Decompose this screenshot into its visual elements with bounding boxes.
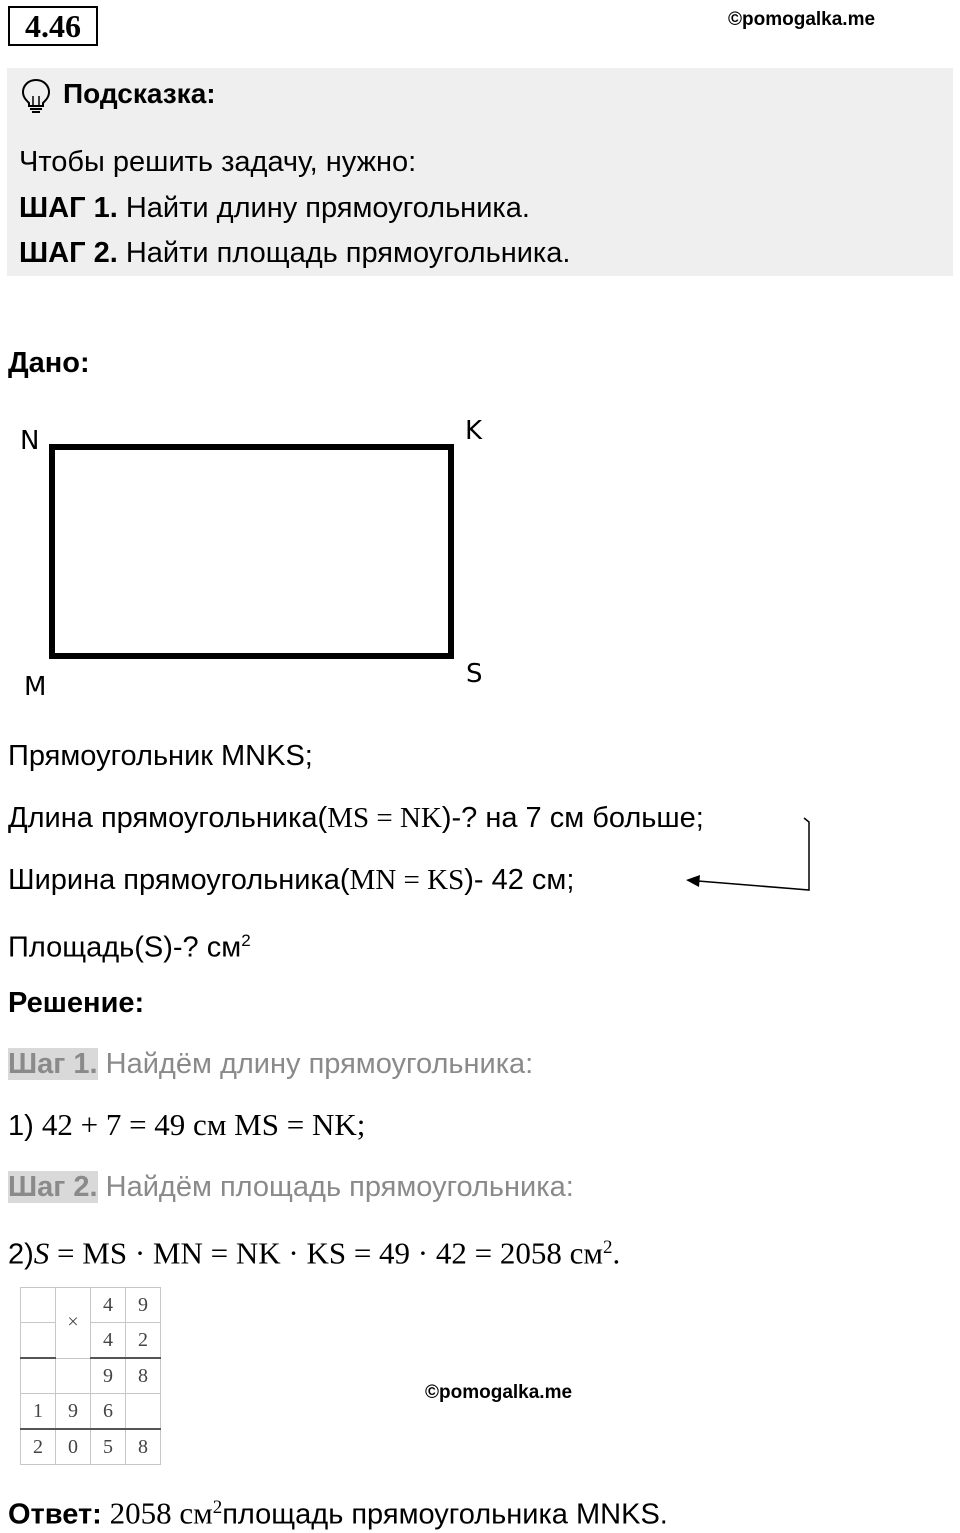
watermark-top: ©pomogalka.me [728, 9, 876, 30]
solution-calc-2 [8, 1230, 620, 1273]
hint-step-1 [19, 190, 530, 226]
given-line-3-post: )- 42 см; [464, 864, 575, 896]
bracket-arrow [680, 810, 820, 900]
solution-step-2-label: Шаг 2. [8, 1171, 98, 1203]
solution-calc-1-math: 42 + 7 = 49 см MS = NK; [41, 1107, 366, 1142]
vertex-n-label: N [20, 426, 40, 456]
watermark-middle: ©pomogalka.me [425, 1382, 573, 1403]
mult-cell: 9 [126, 1288, 161, 1323]
mult-cell [21, 1288, 56, 1323]
mult-cell: 8 [126, 1429, 161, 1465]
mult-cell [56, 1358, 91, 1394]
mult-cell: 6 [91, 1394, 126, 1430]
hint-intro: Чтобы решить задачу, нужно: [19, 146, 417, 178]
given-line-2-math: MS = NK [327, 802, 442, 834]
given-line-2-post: )-? на 7 см больше; [441, 802, 704, 834]
hint-title: Подсказка: [63, 78, 216, 109]
answer-label: Ответ: [8, 1498, 102, 1531]
solution-step-1 [8, 1046, 533, 1082]
mult-cell: 9 [91, 1358, 126, 1394]
solution-step-2 [8, 1169, 574, 1205]
mult-cell: 2 [21, 1429, 56, 1465]
vertex-m-label: M [24, 672, 47, 702]
mult-row [21, 1288, 161, 1323]
multiplication-table [20, 1287, 161, 1465]
mult-row [21, 1394, 161, 1430]
vertex-k-label: K [465, 416, 483, 446]
mult-cell: 0 [56, 1429, 91, 1465]
answer-text: площадь прямоугольника MNKS. [222, 1498, 668, 1531]
mult-cell [21, 1358, 56, 1394]
hint-step-2 [19, 235, 570, 271]
solution-calc-2-num: 2) [8, 1238, 34, 1271]
answer-sup: 2 [212, 1497, 223, 1518]
mult-cell: 5 [91, 1429, 126, 1465]
solution-step-1-label: Шаг 1. [8, 1048, 98, 1080]
mult-cell: 4 [91, 1323, 126, 1359]
mult-cell: 4 [91, 1288, 126, 1323]
mult-cell: 8 [126, 1358, 161, 1394]
given-line-4 [8, 923, 251, 966]
answer-line [8, 1490, 668, 1533]
given-line-1: Прямоугольник MNKS; [8, 740, 313, 772]
answer-math: 2058 см [101, 1495, 213, 1531]
hint-step-1-text: Найти длину прямоугольника. [117, 192, 530, 224]
rectangle-figure [0, 410, 520, 710]
mult-row [21, 1358, 161, 1394]
given-line-2-pre: Длина прямоугольника( [8, 802, 328, 834]
given-line-2 [8, 800, 704, 836]
solution-calc-2-var: S [33, 1235, 50, 1271]
mult-cell [126, 1394, 161, 1430]
given-line-4-pre: Площадь(S)-? см [8, 931, 242, 964]
hint-step-2-label: ШАГ 2. [19, 237, 118, 269]
solution-title: Решение: [8, 987, 145, 1019]
mult-cell: 2 [126, 1323, 161, 1359]
solution-calc-2-math: = MS · MN = NK · KS = 49 · 42 = 2058 см [49, 1235, 603, 1271]
hint-step-2-text: Найти площадь прямоугольника. [117, 237, 571, 269]
mult-row [21, 1323, 161, 1359]
solution-calc-1-num: 1) [8, 1110, 42, 1142]
mult-cell-sign: × [56, 1288, 91, 1359]
hint-step-1-label: ШАГ 1. [19, 192, 118, 224]
solution-calc-2-sup: 2 [602, 1237, 613, 1258]
mult-cell: 9 [56, 1394, 91, 1430]
solution-calc-1 [8, 1107, 365, 1144]
problem-number: 4.46 [8, 6, 98, 46]
given-line-4-sup: 2 [241, 931, 251, 950]
mult-cell [21, 1323, 56, 1359]
solution-step-2-text: Найдём площадь прямоугольника: [97, 1171, 574, 1203]
mult-row [21, 1429, 161, 1465]
given-title: Дано: [8, 347, 90, 379]
lightbulb-icon [20, 78, 52, 114]
given-line-3-pre: Ширина прямоугольника( [8, 864, 350, 896]
solution-step-1-text: Найдём длину прямоугольника: [97, 1048, 534, 1080]
solution-calc-2-end: . [612, 1235, 621, 1271]
rectangle-mnks [52, 447, 451, 656]
mult-cell: 1 [21, 1394, 56, 1430]
given-line-3 [8, 862, 574, 898]
vertex-s-label: S [466, 659, 483, 689]
given-line-3-math: MN = KS [349, 864, 465, 896]
